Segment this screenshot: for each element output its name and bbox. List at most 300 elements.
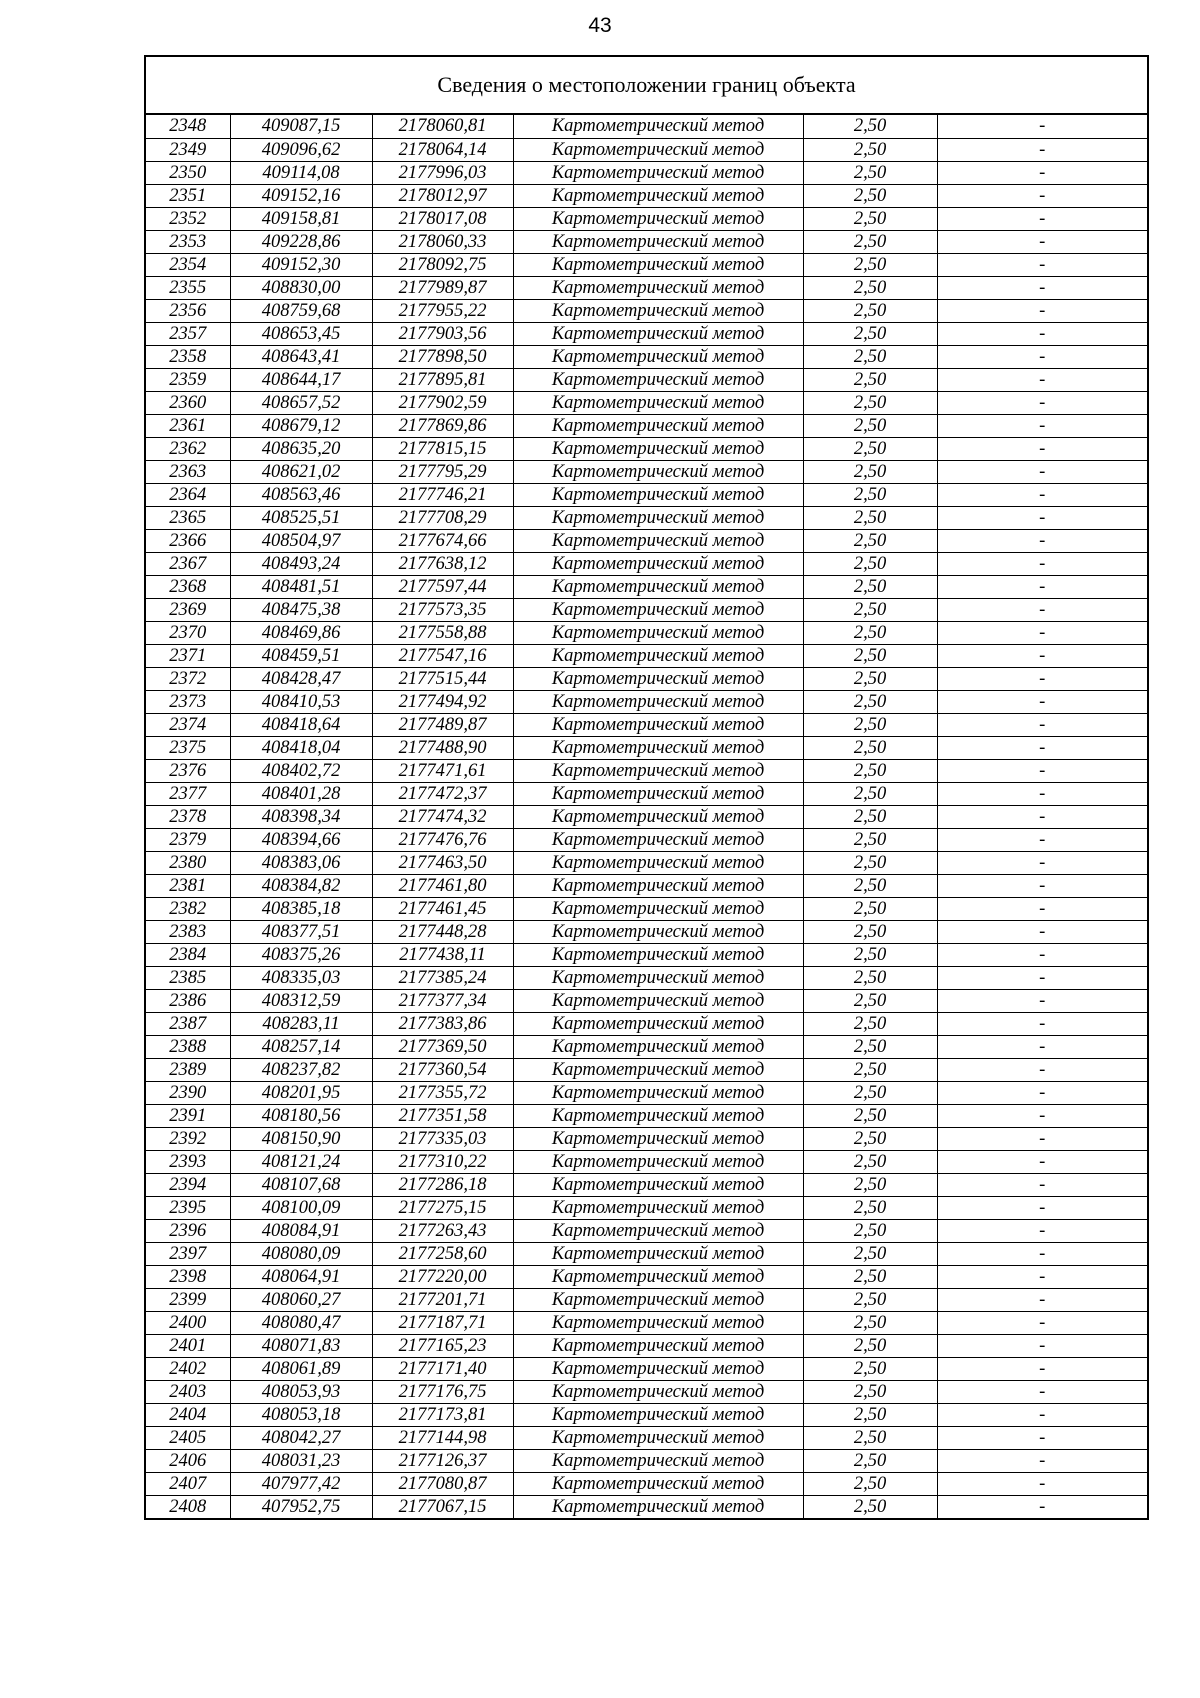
x-coordinate-cell: 408643,41 <box>230 345 372 368</box>
accuracy-cell: 2,50 <box>803 184 937 207</box>
accuracy-cell: 2,50 <box>803 1104 937 1127</box>
point-number-cell: 2363 <box>146 460 230 483</box>
method-cell: Картометрический метод <box>513 644 803 667</box>
point-number-cell: 2374 <box>146 713 230 736</box>
x-coordinate-cell: 408312,59 <box>230 989 372 1012</box>
x-coordinate-cell: 408053,18 <box>230 1403 372 1426</box>
y-coordinate-cell: 2177286,18 <box>372 1173 513 1196</box>
accuracy-cell: 2,50 <box>803 552 937 575</box>
note-cell: - <box>937 598 1147 621</box>
table-row <box>146 782 1147 805</box>
point-number-cell: 2355 <box>146 276 230 299</box>
y-coordinate-cell: 2178012,97 <box>372 184 513 207</box>
accuracy-cell: 2,50 <box>803 483 937 506</box>
note-cell: - <box>937 1104 1147 1127</box>
point-number-cell: 2353 <box>146 230 230 253</box>
table-row <box>146 966 1147 989</box>
x-coordinate-cell: 408064,91 <box>230 1265 372 1288</box>
accuracy-cell: 2,50 <box>803 207 937 230</box>
table-row <box>146 1449 1147 1472</box>
note-cell: - <box>937 1472 1147 1495</box>
x-coordinate-cell: 408679,12 <box>230 414 372 437</box>
note-cell: - <box>937 437 1147 460</box>
x-coordinate-cell: 408071,83 <box>230 1334 372 1357</box>
x-coordinate-cell: 408525,51 <box>230 506 372 529</box>
table-row <box>146 805 1147 828</box>
method-cell: Картометрический метод <box>513 1495 803 1518</box>
y-coordinate-cell: 2177187,71 <box>372 1311 513 1334</box>
x-coordinate-cell: 408475,38 <box>230 598 372 621</box>
x-coordinate-cell: 408418,64 <box>230 713 372 736</box>
x-coordinate-cell: 408469,86 <box>230 621 372 644</box>
note-cell: - <box>937 1081 1147 1104</box>
note-cell: - <box>937 1150 1147 1173</box>
method-cell: Картометрический метод <box>513 391 803 414</box>
y-coordinate-cell: 2177515,44 <box>372 667 513 690</box>
note-cell: - <box>937 690 1147 713</box>
accuracy-cell: 2,50 <box>803 736 937 759</box>
method-cell: Картометрический метод <box>513 874 803 897</box>
note-cell: - <box>937 253 1147 276</box>
table-row <box>146 529 1147 552</box>
point-number-cell: 2372 <box>146 667 230 690</box>
point-number-cell: 2408 <box>146 1495 230 1518</box>
x-coordinate-cell: 408504,97 <box>230 529 372 552</box>
x-coordinate-cell: 409158,81 <box>230 207 372 230</box>
table-row <box>146 207 1147 230</box>
accuracy-cell: 2,50 <box>803 1173 937 1196</box>
x-coordinate-cell: 408830,00 <box>230 276 372 299</box>
table-row <box>146 138 1147 161</box>
note-cell: - <box>937 184 1147 207</box>
y-coordinate-cell: 2178092,75 <box>372 253 513 276</box>
point-number-cell: 2360 <box>146 391 230 414</box>
y-coordinate-cell: 2177746,21 <box>372 483 513 506</box>
y-coordinate-cell: 2178060,81 <box>372 115 513 138</box>
note-cell: - <box>937 299 1147 322</box>
x-coordinate-cell: 408428,47 <box>230 667 372 690</box>
point-number-cell: 2384 <box>146 943 230 966</box>
accuracy-cell: 2,50 <box>803 161 937 184</box>
y-coordinate-cell: 2177263,43 <box>372 1219 513 1242</box>
x-coordinate-cell: 408107,68 <box>230 1173 372 1196</box>
method-cell: Картометрический метод <box>513 1127 803 1150</box>
point-number-cell: 2362 <box>146 437 230 460</box>
table-row <box>146 897 1147 920</box>
table-row <box>146 414 1147 437</box>
y-coordinate-cell: 2177558,88 <box>372 621 513 644</box>
x-coordinate-cell: 408042,27 <box>230 1426 372 1449</box>
accuracy-cell: 2,50 <box>803 1472 937 1495</box>
note-cell: - <box>937 989 1147 1012</box>
note-cell: - <box>937 1403 1147 1426</box>
point-number-cell: 2352 <box>146 207 230 230</box>
point-number-cell: 2349 <box>146 138 230 161</box>
note-cell: - <box>937 897 1147 920</box>
point-number-cell: 2397 <box>146 1242 230 1265</box>
point-number-cell: 2390 <box>146 1081 230 1104</box>
y-coordinate-cell: 2177383,86 <box>372 1012 513 1035</box>
point-number-cell: 2381 <box>146 874 230 897</box>
note-cell: - <box>937 506 1147 529</box>
table-row <box>146 1173 1147 1196</box>
table-row <box>146 483 1147 506</box>
y-coordinate-cell: 2177597,44 <box>372 575 513 598</box>
table-row <box>146 161 1147 184</box>
y-coordinate-cell: 2177220,00 <box>372 1265 513 1288</box>
table-row <box>146 1265 1147 1288</box>
note-cell: - <box>937 1288 1147 1311</box>
table-row <box>146 1357 1147 1380</box>
y-coordinate-cell: 2177351,58 <box>372 1104 513 1127</box>
y-coordinate-cell: 2177377,34 <box>372 989 513 1012</box>
point-number-cell: 2350 <box>146 161 230 184</box>
accuracy-cell: 2,50 <box>803 782 937 805</box>
table-row <box>146 184 1147 207</box>
method-cell: Картометрический метод <box>513 253 803 276</box>
method-cell: Картометрический метод <box>513 1334 803 1357</box>
x-coordinate-cell: 408398,34 <box>230 805 372 828</box>
method-cell: Картометрический метод <box>513 1058 803 1081</box>
point-number-cell: 2364 <box>146 483 230 506</box>
note-cell: - <box>937 782 1147 805</box>
x-coordinate-cell: 408060,27 <box>230 1288 372 1311</box>
note-cell: - <box>937 644 1147 667</box>
x-coordinate-cell: 408375,26 <box>230 943 372 966</box>
accuracy-cell: 2,50 <box>803 1196 937 1219</box>
y-coordinate-cell: 2177895,81 <box>372 368 513 391</box>
method-cell: Картометрический метод <box>513 805 803 828</box>
y-coordinate-cell: 2177989,87 <box>372 276 513 299</box>
accuracy-cell: 2,50 <box>803 506 937 529</box>
note-cell: - <box>937 1012 1147 1035</box>
x-coordinate-cell: 408053,93 <box>230 1380 372 1403</box>
method-cell: Картометрический метод <box>513 897 803 920</box>
y-coordinate-cell: 2177463,50 <box>372 851 513 874</box>
y-coordinate-cell: 2177996,03 <box>372 161 513 184</box>
method-cell: Картометрический метод <box>513 966 803 989</box>
x-coordinate-cell: 408563,46 <box>230 483 372 506</box>
point-number-cell: 2373 <box>146 690 230 713</box>
table-row <box>146 1311 1147 1334</box>
accuracy-cell: 2,50 <box>803 805 937 828</box>
method-cell: Картометрический метод <box>513 460 803 483</box>
table-row <box>146 1403 1147 1426</box>
accuracy-cell: 2,50 <box>803 1403 937 1426</box>
accuracy-cell: 2,50 <box>803 322 937 345</box>
point-number-cell: 2388 <box>146 1035 230 1058</box>
accuracy-cell: 2,50 <box>803 1219 937 1242</box>
x-coordinate-cell: 408385,18 <box>230 897 372 920</box>
method-cell: Картометрический метод <box>513 667 803 690</box>
note-cell: - <box>937 805 1147 828</box>
method-cell: Картометрический метод <box>513 621 803 644</box>
table-row <box>146 1288 1147 1311</box>
note-cell: - <box>937 1035 1147 1058</box>
note-cell: - <box>937 943 1147 966</box>
method-cell: Картометрический метод <box>513 483 803 506</box>
point-number-cell: 2379 <box>146 828 230 851</box>
note-cell: - <box>937 207 1147 230</box>
y-coordinate-cell: 2177461,80 <box>372 874 513 897</box>
point-number-cell: 2391 <box>146 1104 230 1127</box>
table-row <box>146 1058 1147 1081</box>
x-coordinate-cell: 408401,28 <box>230 782 372 805</box>
x-coordinate-cell: 409152,16 <box>230 184 372 207</box>
point-number-cell: 2377 <box>146 782 230 805</box>
accuracy-cell: 2,50 <box>803 1380 937 1403</box>
method-cell: Картометрический метод <box>513 1104 803 1127</box>
y-coordinate-cell: 2177903,56 <box>372 322 513 345</box>
accuracy-cell: 2,50 <box>803 851 937 874</box>
accuracy-cell: 2,50 <box>803 1426 937 1449</box>
method-cell: Картометрический метод <box>513 1449 803 1472</box>
method-cell: Картометрический метод <box>513 322 803 345</box>
accuracy-cell: 2,50 <box>803 1242 937 1265</box>
table-row <box>146 713 1147 736</box>
accuracy-cell: 2,50 <box>803 621 937 644</box>
x-coordinate-cell: 408237,82 <box>230 1058 372 1081</box>
accuracy-cell: 2,50 <box>803 1012 937 1035</box>
y-coordinate-cell: 2177173,81 <box>372 1403 513 1426</box>
y-coordinate-cell: 2177360,54 <box>372 1058 513 1081</box>
table-row <box>146 1104 1147 1127</box>
point-number-cell: 2366 <box>146 529 230 552</box>
point-number-cell: 2368 <box>146 575 230 598</box>
note-cell: - <box>937 414 1147 437</box>
method-cell: Картометрический метод <box>513 575 803 598</box>
accuracy-cell: 2,50 <box>803 391 937 414</box>
accuracy-cell: 2,50 <box>803 230 937 253</box>
table-row <box>146 552 1147 575</box>
method-cell: Картометрический метод <box>513 437 803 460</box>
y-coordinate-cell: 2177201,71 <box>372 1288 513 1311</box>
note-cell: - <box>937 1265 1147 1288</box>
note-cell: - <box>937 828 1147 851</box>
accuracy-cell: 2,50 <box>803 644 937 667</box>
table-row <box>146 621 1147 644</box>
table-title: Сведения о местоположении границ объекта <box>146 57 1147 115</box>
table-row <box>146 1334 1147 1357</box>
note-cell: - <box>937 552 1147 575</box>
accuracy-cell: 2,50 <box>803 414 937 437</box>
y-coordinate-cell: 2177171,40 <box>372 1357 513 1380</box>
method-cell: Картометрический метод <box>513 1196 803 1219</box>
accuracy-cell: 2,50 <box>803 667 937 690</box>
y-coordinate-cell: 2177369,50 <box>372 1035 513 1058</box>
table-row <box>146 736 1147 759</box>
accuracy-cell: 2,50 <box>803 276 937 299</box>
point-number-cell: 2405 <box>146 1426 230 1449</box>
page-number: 43 <box>588 14 612 37</box>
note-cell: - <box>937 575 1147 598</box>
x-coordinate-cell: 409228,86 <box>230 230 372 253</box>
y-coordinate-cell: 2177547,16 <box>372 644 513 667</box>
point-number-cell: 2385 <box>146 966 230 989</box>
method-cell: Картометрический метод <box>513 138 803 161</box>
x-coordinate-cell: 408493,24 <box>230 552 372 575</box>
x-coordinate-cell: 407977,42 <box>230 1472 372 1495</box>
x-coordinate-cell: 409114,08 <box>230 161 372 184</box>
y-coordinate-cell: 2177275,15 <box>372 1196 513 1219</box>
accuracy-cell: 2,50 <box>803 1334 937 1357</box>
point-number-cell: 2361 <box>146 414 230 437</box>
table-row <box>146 230 1147 253</box>
note-cell: - <box>937 1334 1147 1357</box>
accuracy-cell: 2,50 <box>803 1265 937 1288</box>
y-coordinate-cell: 2177898,50 <box>372 345 513 368</box>
method-cell: Картометрический метод <box>513 1380 803 1403</box>
x-coordinate-cell: 408080,09 <box>230 1242 372 1265</box>
table-row <box>146 1035 1147 1058</box>
table-row <box>146 644 1147 667</box>
note-cell: - <box>937 368 1147 391</box>
accuracy-cell: 2,50 <box>803 690 937 713</box>
method-cell: Картометрический метод <box>513 529 803 552</box>
y-coordinate-cell: 2177472,37 <box>372 782 513 805</box>
y-coordinate-cell: 2177638,12 <box>372 552 513 575</box>
note-cell: - <box>937 1426 1147 1449</box>
note-cell: - <box>937 621 1147 644</box>
table-row <box>146 1219 1147 1242</box>
accuracy-cell: 2,50 <box>803 299 937 322</box>
x-coordinate-cell: 408394,66 <box>230 828 372 851</box>
table-row <box>146 1472 1147 1495</box>
method-cell: Картометрический метод <box>513 1081 803 1104</box>
accuracy-cell: 2,50 <box>803 897 937 920</box>
point-number-cell: 2398 <box>146 1265 230 1288</box>
point-number-cell: 2404 <box>146 1403 230 1426</box>
method-cell: Картометрический метод <box>513 207 803 230</box>
point-number-cell: 2376 <box>146 759 230 782</box>
accuracy-cell: 2,50 <box>803 368 937 391</box>
table-row <box>146 851 1147 874</box>
note-cell: - <box>937 529 1147 552</box>
y-coordinate-cell: 2177385,24 <box>372 966 513 989</box>
method-cell: Картометрический метод <box>513 1150 803 1173</box>
table-row <box>146 759 1147 782</box>
accuracy-cell: 2,50 <box>803 828 937 851</box>
x-coordinate-cell: 408657,52 <box>230 391 372 414</box>
y-coordinate-cell: 2178017,08 <box>372 207 513 230</box>
note-cell: - <box>937 483 1147 506</box>
point-number-cell: 2407 <box>146 1472 230 1495</box>
note-cell: - <box>937 759 1147 782</box>
point-number-cell: 2378 <box>146 805 230 828</box>
table-row <box>146 598 1147 621</box>
point-number-cell: 2354 <box>146 253 230 276</box>
table-row <box>146 1150 1147 1173</box>
method-cell: Картометрический метод <box>513 713 803 736</box>
note-cell: - <box>937 391 1147 414</box>
x-coordinate-cell: 408257,14 <box>230 1035 372 1058</box>
y-coordinate-cell: 2177067,15 <box>372 1495 513 1518</box>
method-cell: Картометрический метод <box>513 1173 803 1196</box>
accuracy-cell: 2,50 <box>803 920 937 943</box>
method-cell: Картометрический метод <box>513 920 803 943</box>
table-row <box>146 1127 1147 1150</box>
table-row <box>146 1495 1147 1518</box>
x-coordinate-cell: 408283,11 <box>230 1012 372 1035</box>
table-row <box>146 506 1147 529</box>
note-cell: - <box>937 115 1147 138</box>
x-coordinate-cell: 408402,72 <box>230 759 372 782</box>
accuracy-cell: 2,50 <box>803 253 937 276</box>
note-cell: - <box>937 460 1147 483</box>
note-cell: - <box>937 1380 1147 1403</box>
y-coordinate-cell: 2177461,45 <box>372 897 513 920</box>
point-number-cell: 2394 <box>146 1173 230 1196</box>
note-cell: - <box>937 920 1147 943</box>
note-cell: - <box>937 1357 1147 1380</box>
x-coordinate-cell: 408377,51 <box>230 920 372 943</box>
point-number-cell: 2358 <box>146 345 230 368</box>
x-coordinate-cell: 408459,51 <box>230 644 372 667</box>
method-cell: Картометрический метод <box>513 943 803 966</box>
x-coordinate-cell: 408759,68 <box>230 299 372 322</box>
accuracy-cell: 2,50 <box>803 1495 937 1518</box>
point-number-cell: 2382 <box>146 897 230 920</box>
method-cell: Картометрический метод <box>513 1403 803 1426</box>
point-number-cell: 2359 <box>146 368 230 391</box>
point-number-cell: 2369 <box>146 598 230 621</box>
method-cell: Картометрический метод <box>513 1035 803 1058</box>
x-coordinate-cell: 408100,09 <box>230 1196 372 1219</box>
table-row <box>146 437 1147 460</box>
method-cell: Картометрический метод <box>513 782 803 805</box>
method-cell: Картометрический метод <box>513 851 803 874</box>
method-cell: Картометрический метод <box>513 1265 803 1288</box>
method-cell: Картометрический метод <box>513 690 803 713</box>
table-row <box>146 920 1147 943</box>
note-cell: - <box>937 1449 1147 1472</box>
point-number-cell: 2371 <box>146 644 230 667</box>
table-row <box>146 575 1147 598</box>
table-row <box>146 874 1147 897</box>
y-coordinate-cell: 2177080,87 <box>372 1472 513 1495</box>
y-coordinate-cell: 2177355,72 <box>372 1081 513 1104</box>
point-number-cell: 2396 <box>146 1219 230 1242</box>
x-coordinate-cell: 408201,95 <box>230 1081 372 1104</box>
coordinates-table-body <box>146 115 1147 1518</box>
table-row <box>146 1242 1147 1265</box>
y-coordinate-cell: 2178064,14 <box>372 138 513 161</box>
point-number-cell: 2406 <box>146 1449 230 1472</box>
table-row <box>146 322 1147 345</box>
method-cell: Картометрический метод <box>513 1219 803 1242</box>
point-number-cell: 2393 <box>146 1150 230 1173</box>
method-cell: Картометрический метод <box>513 345 803 368</box>
note-cell: - <box>937 138 1147 161</box>
method-cell: Картометрический метод <box>513 989 803 1012</box>
note-cell: - <box>937 851 1147 874</box>
method-cell: Картометрический метод <box>513 184 803 207</box>
table-row <box>146 828 1147 851</box>
note-cell: - <box>937 667 1147 690</box>
point-number-cell: 2402 <box>146 1357 230 1380</box>
note-cell: - <box>937 345 1147 368</box>
point-number-cell: 2387 <box>146 1012 230 1035</box>
x-coordinate-cell: 407952,75 <box>230 1495 372 1518</box>
y-coordinate-cell: 2177902,59 <box>372 391 513 414</box>
method-cell: Картометрический метод <box>513 1012 803 1035</box>
table-row <box>146 667 1147 690</box>
note-cell: - <box>937 1495 1147 1518</box>
method-cell: Картометрический метод <box>513 506 803 529</box>
method-cell: Картометрический метод <box>513 1242 803 1265</box>
method-cell: Картометрический метод <box>513 161 803 184</box>
accuracy-cell: 2,50 <box>803 437 937 460</box>
